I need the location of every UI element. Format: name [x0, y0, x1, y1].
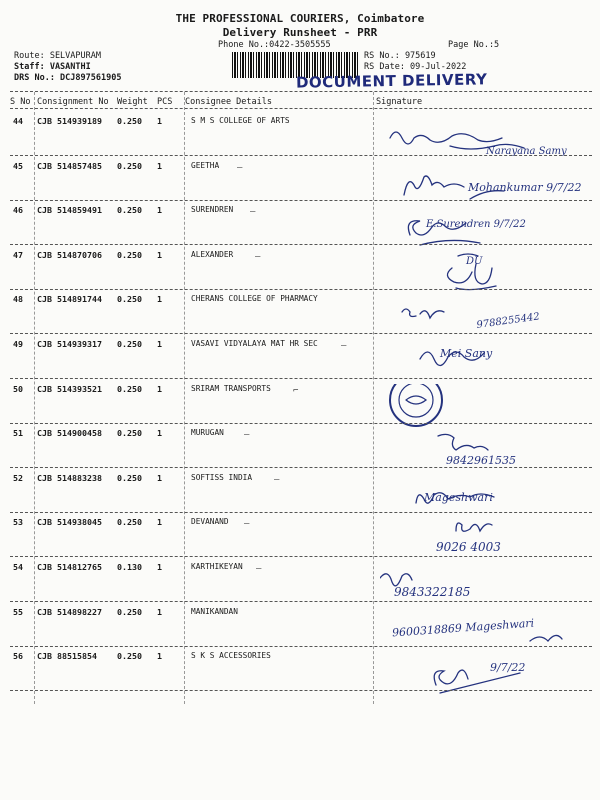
table-row [0, 250, 600, 294]
table-row [0, 562, 600, 606]
signature-mark [380, 428, 590, 472]
row-separator [10, 512, 592, 513]
signature-mark [380, 161, 590, 205]
row-weight: 0.250 [117, 606, 142, 617]
row-weight: 0.250 [117, 249, 142, 260]
col-pcs: PCS [157, 97, 173, 107]
signature-mark [380, 250, 590, 294]
row-separator [10, 423, 592, 424]
row-sno: 51 [13, 428, 23, 439]
signature-mark [380, 205, 590, 249]
row-weight: 0.250 [117, 205, 142, 216]
row-consignment: CJB 514898227 [37, 606, 102, 617]
table-row [0, 607, 600, 651]
row-pcs: 1 [157, 339, 162, 349]
row-weight: 0.250 [117, 160, 142, 171]
signature-text: 9600318869 Mageshwari [391, 616, 535, 640]
table-row [0, 473, 600, 517]
col-consignee: Consignee Details [185, 97, 272, 107]
row-pcs: 1 [157, 294, 162, 305]
row-separator [10, 556, 592, 557]
row-consignment: CJB 514939189 [37, 116, 102, 126]
row-consignee: SRIRAM TRANSPORTS [191, 383, 271, 393]
tick-mark: — [244, 430, 250, 441]
tick-mark: — [237, 162, 243, 173]
row-consignee: CHERANS COLLEGE OF PHARMACY [191, 294, 318, 304]
signature-mark [380, 607, 590, 651]
signature-text: 9842961535 [446, 454, 516, 468]
col-weight: Weight [117, 97, 148, 107]
signature-text: E.Surendren 9/7/22 [426, 219, 526, 231]
row-consignment: CJB 514393521 [37, 383, 102, 394]
row-weight: 0.130 [117, 562, 142, 572]
table-row [0, 116, 600, 160]
company-title: THE PROFESSIONAL COURIERS, Coimbatore [175, 12, 425, 25]
table-row [0, 651, 600, 695]
row-sno: 52 [13, 472, 23, 483]
page-number: Page No.:5 [448, 40, 500, 50]
signature-mark [380, 651, 590, 695]
row-separator [10, 467, 592, 468]
row-consignee: S K S ACCESSORIES [191, 651, 271, 661]
signature-text: 9843322185 [394, 585, 471, 599]
table-row [0, 428, 600, 472]
row-sno: 53 [13, 517, 23, 528]
row-weight: 0.250 [117, 294, 142, 305]
row-separator [10, 690, 592, 691]
signature-text: 9026 4003 [436, 540, 501, 555]
signature-mark [380, 116, 590, 160]
row-pcs: 1 [157, 383, 162, 394]
row-weight: 0.250 [117, 517, 142, 528]
row-consignee: ALEXANDER [191, 249, 234, 259]
row-weight: 0.250 [117, 116, 142, 126]
row-consignment: CJB 514938045 [37, 517, 102, 528]
tick-mark: — [256, 564, 262, 574]
row-consignee: GEETHA [191, 160, 220, 170]
row-sno: 45 [13, 160, 23, 171]
row-pcs: 1 [157, 606, 162, 617]
row-sno: 49 [13, 339, 23, 349]
row-pcs: 1 [157, 517, 162, 528]
company-seal [380, 384, 590, 428]
row-consignee: VASAVI VIDYALAYA MAT HR SEC [191, 339, 318, 348]
row-consignment: CJB 514883238 [37, 472, 102, 483]
row-consignment: CJB 514939317 [37, 339, 102, 349]
route-label: Route: SELVAPURAM [14, 51, 101, 61]
row-consignment: CJB 88515854 [37, 651, 97, 662]
row-separator [10, 289, 592, 290]
row-consignment: CJB 514891744 [37, 294, 102, 305]
row-separator [10, 200, 592, 201]
signature-text: Mohankumar 9/7/22 [468, 180, 582, 194]
signature-text: Mei Sany [440, 347, 493, 360]
row-sno: 46 [13, 205, 23, 216]
table-row [0, 294, 600, 338]
signature-mark [380, 517, 590, 561]
signature-text: 9/7/22 [490, 661, 526, 675]
header-bottom-rule [10, 108, 592, 109]
row-consignee: SURENDREN [191, 205, 234, 215]
row-consignee: DEVANAND [191, 517, 229, 527]
row-separator [10, 333, 592, 334]
phone-number: Phone No.:0422-3505555 [218, 40, 331, 50]
row-consignee: KARTHIKEYAN [191, 562, 243, 571]
tick-mark: — [341, 341, 347, 351]
row-sno: 54 [13, 562, 23, 572]
row-consignee: MURUGAN [191, 428, 224, 438]
row-sno: 44 [13, 116, 23, 126]
row-separator [10, 601, 592, 602]
row-consignee: SOFTISS INDIA [191, 472, 253, 482]
row-separator [10, 244, 592, 245]
row-pcs: 1 [157, 651, 162, 662]
signature-text: 9788255442 [475, 311, 541, 332]
table-row [0, 517, 600, 561]
signature-text: Narayana Samy [486, 146, 567, 157]
rs-number: RS No.: 975619 [364, 51, 436, 61]
signature-mark [380, 473, 590, 517]
row-consignment: CJB 514859491 [37, 205, 102, 216]
signature-text: DU [466, 255, 483, 267]
signature-mark [380, 294, 590, 338]
tick-mark: — [274, 474, 280, 485]
staff-label: Staff: VASANTHI [14, 62, 91, 72]
row-separator [10, 646, 592, 647]
col-sno: S No [10, 97, 31, 107]
tick-mark: — [250, 207, 256, 218]
row-sno: 50 [13, 383, 23, 394]
row-weight: 0.250 [117, 339, 142, 349]
row-pcs: 1 [157, 205, 162, 216]
row-pcs: 1 [157, 249, 162, 260]
table-row [0, 384, 600, 428]
drs-number: DRS No.: DCJ897561905 [14, 73, 122, 83]
signature-mark [380, 562, 590, 606]
col-signature: Signature [376, 97, 423, 107]
signature-text: Mageshwari [424, 490, 493, 504]
table-row [0, 161, 600, 205]
row-separator [10, 155, 592, 156]
rs-date: RS Date: 09-Jul-2022 [364, 62, 467, 72]
tick-mark: — [255, 251, 261, 262]
row-consignment: CJB 514870706 [37, 249, 102, 260]
runsheet-subtitle: Delivery Runsheet - PRR [222, 26, 378, 39]
row-sno: 56 [13, 651, 23, 662]
col-consignment: Consignment No [37, 97, 109, 107]
row-consignment: CJB 514900458 [37, 428, 102, 439]
row-pcs: 1 [157, 472, 162, 483]
header-top-rule [10, 91, 592, 92]
row-consignment: CJB 514812765 [37, 562, 102, 572]
row-sno: 48 [13, 294, 23, 305]
row-weight: 0.250 [117, 383, 142, 394]
row-weight: 0.250 [117, 428, 142, 439]
row-consignee: S M S COLLEGE OF ARTS [191, 116, 290, 125]
row-pcs: 1 [157, 428, 162, 439]
row-pcs: 1 [157, 160, 162, 171]
tick-mark: ⌐ [293, 385, 299, 396]
row-pcs: 1 [157, 116, 162, 126]
table-row [0, 205, 600, 249]
tick-mark: — [244, 519, 250, 530]
row-separator [10, 378, 592, 379]
row-consignee: MANIKANDAN [191, 606, 238, 616]
row-pcs: 1 [157, 562, 162, 572]
document-delivery-stamp: DOCUMENT DELIVERY [295, 70, 488, 92]
row-consignment: CJB 514857485 [37, 160, 102, 171]
row-weight: 0.250 [117, 651, 142, 662]
table-row [0, 339, 600, 383]
row-sno: 55 [13, 606, 23, 617]
row-sno: 47 [13, 249, 23, 260]
row-weight: 0.250 [117, 472, 142, 483]
signature-mark [380, 339, 590, 383]
